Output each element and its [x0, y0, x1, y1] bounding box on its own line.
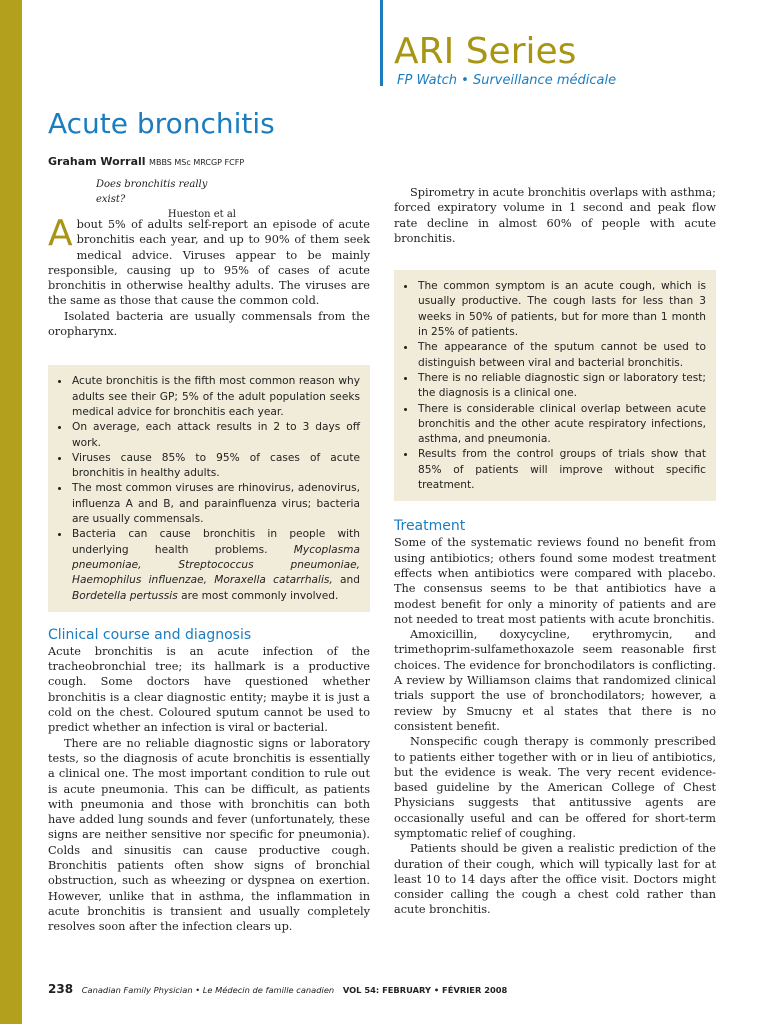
- intro-paragraph-2: Isolated bacteria are usually commensals from the oropharynx.: [48, 309, 370, 339]
- key-points-box-left: [48, 365, 370, 611]
- treatment-paragraph-4: Patients should be given a realistic prediction of the duration of their cough, which will typically last for at least 10 to 14 days after the office visit. Doctors might consider calling the cough a chest cold rather than acute bronchitis.: [394, 842, 716, 917]
- species-names: Mycoplasma pneumoniae, Streptococcus pneumoniae, Haemophilus influenzae, Moraxella catarrhalis,: [72, 543, 360, 587]
- header-divider-line: [380, 0, 383, 86]
- list-item: • The most common viruses are rhinovirus, adenovirus, influenza A and B, and parainfluenza virus; bacteria are usually commensals.: [70, 481, 360, 527]
- clinical-paragraph-2: There are no reliable diagnostic signs or laboratory tests, so the diagnosis of acute bronchitis is essentially a clinical one. The most important condition to rule out is acute pneumonia. This can be difficult, as patients with pneumonia and those with bronchitis can both have added lung sounds and fever (unfortunately, these signs are neither sensitive nor specific for pneumonia). Colds and sinusitis can cause productive cough. Bronchitis patients often show signs of bronchial obstruction, such as wheezing or dyspnea on exertion. However, unlike that in asthma, the inflammation in acute bronchitis is transient and usually completely resolves soon after the infection clears up.: [48, 736, 370, 934]
- author-credentials: MBBS MSc MRCGP FCFP: [149, 158, 245, 167]
- key-points-list-left: [56, 374, 360, 603]
- side-color-bar: [0, 0, 22, 1024]
- author-line: [48, 155, 244, 168]
- list-item: • On average, each attack results in 2 to 3 days off work.: [70, 420, 360, 451]
- series-subtitle: FP Watch • Surveillance médicale: [397, 73, 617, 88]
- treatment-paragraph-2: Amoxicillin, doxycycline, erythromycin, and trimethoprim-sulfamethoxazole seem reasonable first choices. The evidence for bronchodilators is conflicting. A review by Williamson claims that randomized clinical trials support the use of bronchodilators; however, a review by Smucny et al states that there is no consistent benefit.: [394, 628, 716, 733]
- list-item: • There is considerable clinical overlap between acute bronchitis and the other acute respiratory infections, asthma, and pneumonia.: [416, 402, 706, 448]
- list-item: • Viruses cause 85% to 95% of cases of acute bronchitis in healthy adults.: [70, 451, 360, 482]
- right-column: [394, 185, 716, 918]
- series-title: ARI Series: [394, 31, 577, 72]
- treatment-paragraph-1: Some of the systematic reviews found no benefit from using antibiotics; others found some modest treatment effects when antibiotics were compared with placebo. The consensus seems to be that antibiotics have a modest benefit for only a minority of patients and are not needed to treat most patients with acute bronchitis.: [394, 536, 716, 626]
- drop-cap: A: [48, 213, 73, 254]
- spirometry-paragraph: Spirometry in acute bronchitis overlaps with asthma; forced expiratory volume in 1 second and peak flow rate decline in almost 60% of people with acute bronchitis.: [394, 186, 716, 245]
- epigraph-source: Hueston et al: [167, 209, 236, 220]
- section-heading-clinical: Clinical course and diagnosis: [48, 626, 252, 643]
- treatment-paragraph-3: Nonspecific cough therapy is commonly prescribed to patients either together with or in lieu of antibiotics, but the evidence is weak. The very recent evidence-based guideline by the American College of Chest Physicians suggests that antitussive agents are occasionally useful and can be offered for short-term symptomatic relief of coughing.: [394, 735, 716, 840]
- list-item-lead: Bacteria can cause bronchitis in people with underlying health problems.: [72, 528, 360, 556]
- epigraph: [96, 177, 236, 222]
- section-heading-treatment: Treatment: [394, 518, 466, 535]
- list-item: [70, 527, 360, 603]
- clinical-paragraph-1: Acute bronchitis is an acute infection of the tracheobronchial tree; its hallmark is a productive cough. Some doctors have questioned whether bronchitis is a clear diagnostic entity; maybe it is just a cold on the chest. Coloured sputum cannot be used to predict whether an infection is viral or bacterial.: [48, 644, 370, 735]
- epigraph-quote: Does bronchitis really exist?: [96, 179, 208, 205]
- key-points-list-right: [402, 279, 706, 493]
- key-points-box-right: [394, 270, 716, 501]
- author-name: Graham Worrall: [48, 155, 146, 168]
- page-footer: [48, 982, 507, 996]
- page-number: 238: [48, 982, 74, 996]
- list-item-tail: are most commonly involved.: [177, 589, 339, 602]
- intro-text: bout 5% of adults self-report an episode of acute bronchitis each year, and up to 90% of them seek medical advice. Viruses appear to be mainly responsible, causing up to 95% of cases of acute bronchitis in otherwise healthy adults. The viruses are the same as those that cause the common cold.: [48, 218, 370, 308]
- list-item: • Acute bronchitis is the fifth most common reason why adults see their GP; 5% of the adult population seeks medical advice for bronchitis each year.: [70, 374, 360, 420]
- list-item: • The appearance of the sputum cannot be used to distinguish between viral and bacterial bronchitis.: [416, 340, 706, 371]
- list-item: • Results from the control groups of trials show that 85% of patients will improve without specific treatment.: [416, 447, 706, 493]
- journal-name: Canadian Family Physician • Le Médecin de famille canadien: [81, 985, 335, 995]
- list-item-and: and: [332, 574, 360, 587]
- species-name-2: Bordetella pertussis: [72, 589, 178, 602]
- list-item: • The common symptom is an acute cough, which is usually productive. The cough lasts for less than 3 weeks in 50% of patients, but for more than 1 month in 25% of patients.: [416, 279, 706, 340]
- article-title: Acute bronchitis: [48, 107, 275, 140]
- list-item: • There is no reliable diagnostic sign or laboratory test; the diagnosis is a clinical one.: [416, 371, 706, 402]
- issue-info: VOL 54: FEBRUARY • FÉVRIER 2008: [342, 985, 508, 995]
